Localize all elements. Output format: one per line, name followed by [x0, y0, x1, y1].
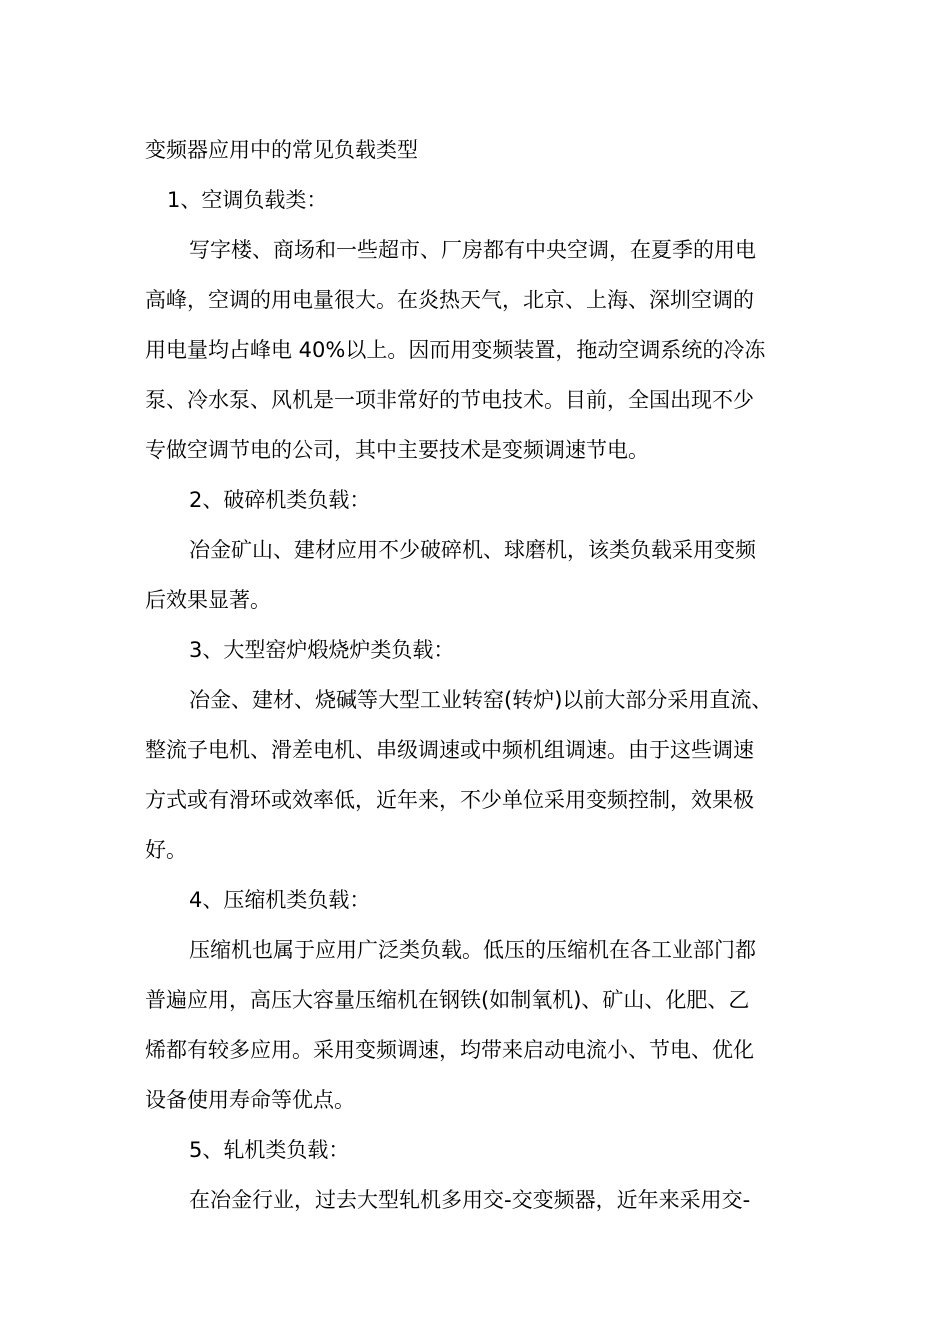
- paragraph-line: 烯都有较多应用。采用变频调速，均带来启动电流小、节电、优化: [145, 1038, 754, 1062]
- paragraph-line: 设备使用寿命等优点。: [145, 1088, 355, 1112]
- paragraph-line: 整流子电机、滑差电机、串级调速或中频机组调速。由于这些调速: [145, 738, 754, 762]
- section-heading-kiln: 3、大型窑炉煅烧炉类负载：: [189, 638, 455, 662]
- paragraph-line: 用电量均占峰电 40%以上。因而用变频装置，拖动空调系统的冷冻: [145, 338, 766, 362]
- paragraph-line: 普遍应用，高压大容量压缩机在钢铁(如制氧机)、矿山、化肥、乙: [145, 988, 750, 1012]
- paragraph-line: 压缩机也属于应用广泛类负载。低压的压缩机在各工业部门都: [189, 938, 756, 962]
- paragraph-line: 后效果显著。: [145, 588, 271, 612]
- paragraph-line: 好。: [145, 838, 187, 862]
- document-body: [145, 125, 807, 1225]
- paragraph-line: 冶金矿山、建材应用不少破碎机、球磨机，该类负载采用变频: [189, 538, 756, 562]
- paragraph-line: 在冶金行业，过去大型轧机多用交-交变频器，近年来采用交-: [189, 1188, 751, 1212]
- paragraph-line: 泵、冷水泵、风机是一项非常好的节电技术。目前，全国出现不少: [145, 388, 754, 412]
- section-heading-air-conditioning: 1、空调负载类：: [167, 188, 328, 212]
- section-heading-crusher: 2、破碎机类负载：: [189, 488, 371, 512]
- paragraph-line: 冶金、建材、烧碱等大型工业转窑(转炉)以前大部分采用直流、: [189, 688, 773, 712]
- section-heading-compressor: 4、压缩机类负载：: [189, 888, 371, 912]
- document-title: 变频器应用中的常见负载类型: [145, 138, 418, 162]
- paragraph-line: 方式或有滑环或效率低，近年来，不少单位采用变频控制，效果极: [145, 788, 754, 812]
- paragraph-line: 写字楼、商场和一些超市、厂房都有中央空调，在夏季的用电: [189, 238, 756, 262]
- paragraph-line: 专做空调节电的公司，其中主要技术是变频调速节电。: [145, 438, 649, 462]
- paragraph-line: 高峰，空调的用电量很大。在炎热天气，北京、上海、深圳空调的: [145, 288, 754, 312]
- section-heading-rolling-mill: 5、轧机类负载：: [189, 1138, 350, 1162]
